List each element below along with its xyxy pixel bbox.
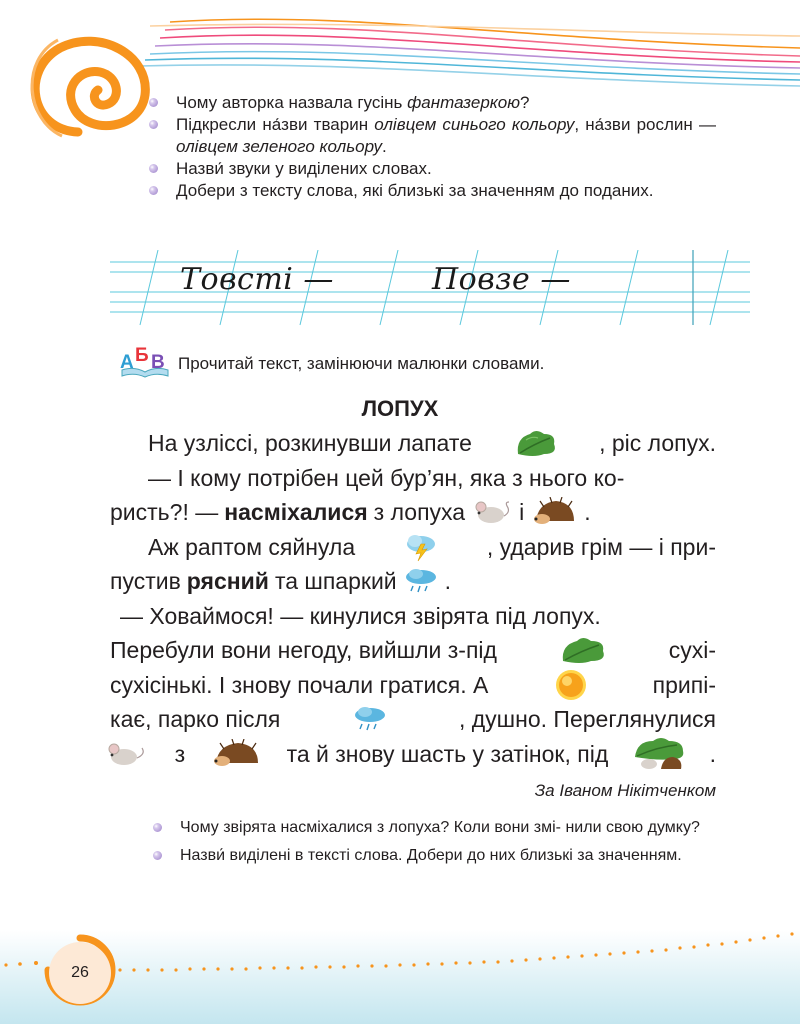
page-number: 26 [49,942,111,1004]
story-fragment: , ріс лопух. [599,430,716,456]
sun-icon [554,668,588,702]
ribbon-waves [140,19,800,86]
question-italic: олівцем зеленого кольору [176,137,382,156]
list-item [150,845,720,867]
story-fragment: пустив [110,568,181,594]
footer-decoration [0,930,800,1024]
list-item [146,158,716,180]
story-fragment: , душно. Переглянулися [458,706,716,732]
story-fragment: з [174,740,186,767]
story-fragment: і [519,499,525,525]
question-text: Назви́ звуки у виділених словах. [176,159,432,178]
mouse-icon [104,740,150,768]
story-fragment: . [709,740,716,767]
story-fragment: — Ховаймося! — кинулися звірята під лопух. [120,602,601,629]
story-fragment: На узліссі, розкинувши лапате [148,430,472,456]
mouse-icon [471,498,513,526]
question-list-top [146,92,716,202]
abc-letter: В [151,352,165,373]
rain-cloud-icon [352,705,388,733]
question-text: Назви́ виділені в тексті слова. Добери до них близькі за значенням. [180,847,682,864]
story-fragment: ристь?! — [110,499,219,525]
question-italic: олівцем синього кольору [374,115,575,134]
story-fragment: та й знову шасть у затінок, під [286,740,609,767]
rain-cloud-icon [403,567,439,595]
story-text [110,426,716,771]
question-italic: фантазеркою [407,93,521,112]
lightning-cloud-icon [403,532,439,562]
bullet-icon [149,186,158,195]
abc-book-icon [118,345,172,378]
story-bold-word: насміхалися [224,499,368,525]
story-fragment: сухі- [668,637,716,663]
story-line [110,426,716,461]
story-line [110,702,716,737]
list-item [146,92,716,114]
leaf-icon [559,635,607,665]
story-fragment: з лопуха [373,499,466,525]
bullet-icon [149,98,158,107]
list-item [146,114,716,158]
story-fragment: сухісінькі. І знову почали гратися. А [110,671,489,698]
question-text: Чому авторка назвала гусінь [176,93,408,112]
question-text: Підкресли на́зви тварин [176,115,375,134]
story-line [110,633,716,668]
story-fragment: кає, парко після [110,706,281,732]
reading-task [118,345,545,378]
story-bold-word: рясний [186,568,269,594]
story-fragment: Перебули вони негоду, вийшли з-під [110,637,497,663]
copybook-word-2: Повзе — [432,262,571,297]
story-author: За Іваном Нікітченком [534,781,716,800]
story-line [110,599,716,634]
story-fragment: припі- [652,671,716,698]
animals-under-leaf-icon [633,737,685,771]
bullet-icon [153,851,162,860]
story-line [110,564,716,599]
spiral-icon [32,40,145,136]
question-text: Чому звірята насміхалися з лопуха? Коли вони змі- нили свою думку? [180,819,700,836]
story-fragment: та шпаркий [274,568,397,594]
question-text: , на́зви рослин — [574,115,716,134]
question-text: Добери з тексту слова, які близькі за значенням до поданих. [176,181,654,200]
bullet-icon [149,164,158,173]
bullet-icon [153,823,162,832]
question-text: . [381,137,387,156]
hedgehog-icon [210,739,262,769]
leaf-icon [514,428,558,458]
story-fragment: . [444,568,452,594]
story-title: ЛОПУХ [361,396,439,421]
bullet-icon [149,120,158,129]
task-text: Прочитай текст, замінюючи малюнки словами. [178,354,545,373]
story-fragment: , ударив грім — і при- [486,533,716,560]
list-item [150,817,720,839]
story-fragment: . [584,499,591,525]
story-line [110,668,716,703]
copybook-word-1: Товсті — [180,262,334,297]
list-item [146,180,716,202]
story-line [104,737,716,772]
story-line [110,530,716,565]
abc-letter: А [120,352,134,373]
story-line [110,495,716,530]
question-text: ? [520,93,530,112]
question-list-bottom [150,817,720,873]
hedgehog-icon [530,497,578,527]
abc-letter: Б [135,345,149,366]
story-fragment: Аж раптом сяйнула [148,533,356,560]
story-line [110,461,716,496]
story-fragment: — І кому потрібен цей бур’ян, яка з нього ко- [148,464,625,491]
